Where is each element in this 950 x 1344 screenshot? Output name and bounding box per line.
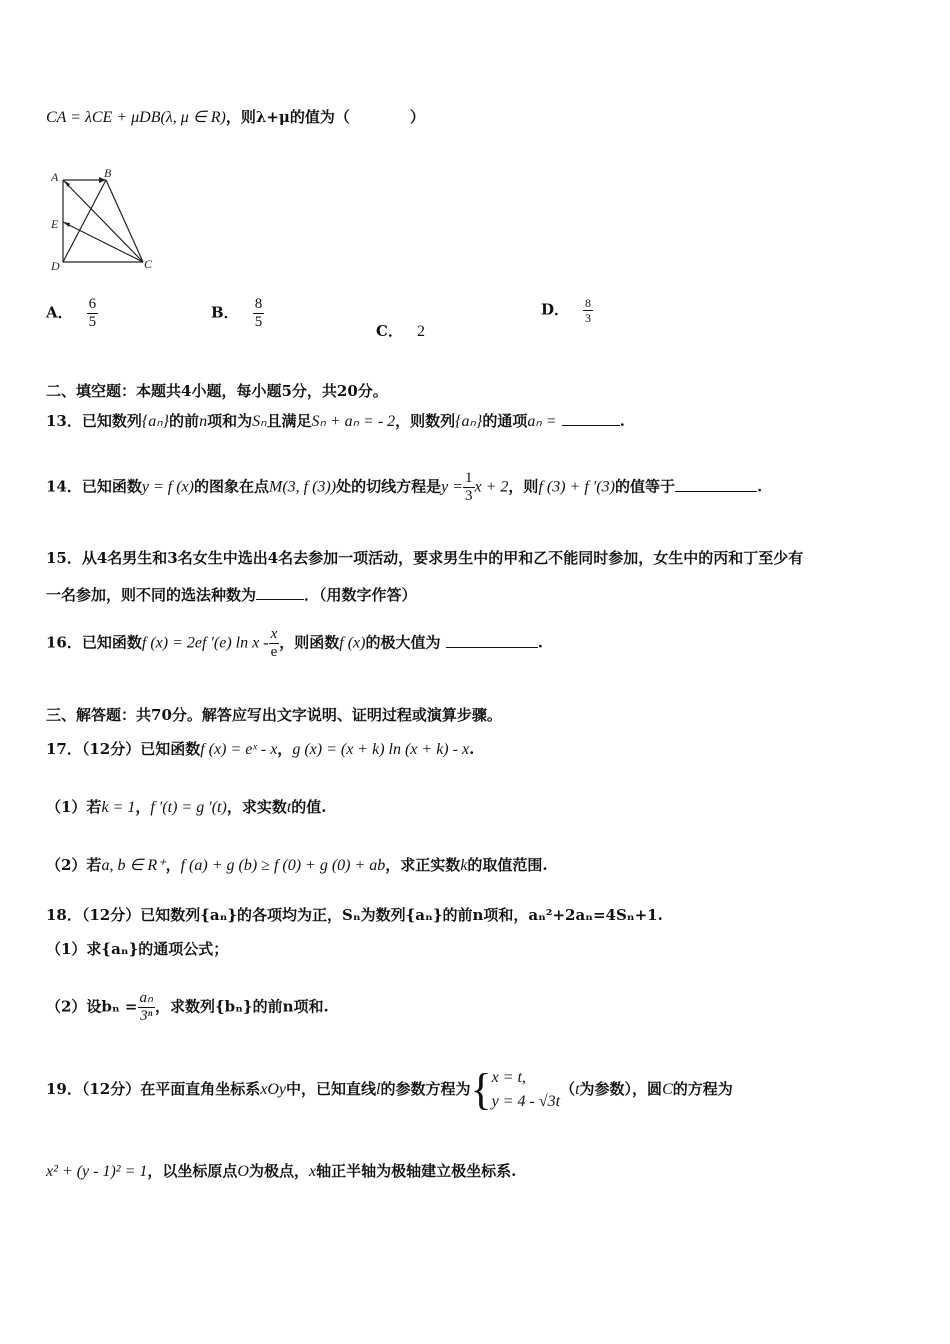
edge-BC [106, 180, 143, 262]
point-label-A: A [51, 170, 59, 184]
question-13: 13．已知数列{aₙ}的前n项和为Sₙ且满足Sₙ + aₙ = - 2，则数列{aₙ}的通项aₙ = . [46, 412, 625, 430]
question-16: 16．已知函数f (x) = 2ef ′(e) ln x - $\frac{x}{e}$ ，则函数f (x)的极大值为 . [46, 626, 543, 660]
edge-CA [63, 180, 143, 262]
question-18-part-2: （2）设bₙ = $\frac{\text{aₙ}}{\text{3ⁿ}}$ ，求数列{bₙ}的前n项和. [46, 990, 329, 1024]
point-label-C: C [144, 257, 153, 271]
choice-d[interactable]: D． $\frac{8}{3}$ [541, 296, 592, 325]
section-2-heading: 二、填空题：本题共4小题，每小题5分，共20分。 [46, 382, 388, 400]
choice-b-fraction: $\frac{8}{5}$ [254, 296, 263, 330]
point-label-B: B [104, 166, 112, 180]
choice-b[interactable]: B． $\frac{8}{5}$ [211, 296, 263, 330]
choice-a[interactable]: A． $\frac{6}{5}$ [46, 296, 97, 330]
edge-DB [63, 180, 106, 262]
edge-CE [63, 222, 143, 262]
question-15-line-1: 15．从4名男生和3名女生中选出4名去参加一项活动，要求男生中的甲和乙不能同时参加，女生中的丙和丁至少有 [46, 549, 804, 567]
q12-figure [46, 166, 161, 276]
question-17-part-2: （2）若a, b ∈ R⁺，f (a) + g (b) ≥ f (0) + g (0) + ab，求正实数k的取值范围. [46, 856, 548, 874]
q14-answer-blank[interactable] [675, 477, 757, 492]
q15-answer-blank[interactable] [256, 585, 304, 600]
question-19: 19．（12分）在平面直角坐标系xOy中，已知直线l的参数方程为{ x = t, y = 4 - √3t （t为参数），圆C的方程为 [46, 1065, 733, 1114]
choice-d-fraction: $\frac{8}{3}$ [585, 296, 592, 325]
q12-vector-expression: CA = λCE + μDB(λ, μ ∈ R) [46, 109, 226, 126]
q16-fraction: $\frac{x}{e}$ [270, 626, 278, 660]
point-label-E: E [51, 217, 59, 231]
question-19-line-2: x² + (y - 1)² = 1，以坐标原点O为极点，x轴正半轴为极轴建立极坐标系. [46, 1162, 517, 1180]
q14-slope-fraction: $\frac{1}{3}$ [465, 470, 473, 504]
point-label-D: D [51, 259, 60, 273]
question-15-line-2: 一名参加，则不同的选法种数为 ．（用数字作答） [46, 586, 417, 604]
q18-fraction: $\frac{\text{aₙ}}{\text{3ⁿ}}$ [139, 990, 153, 1024]
question-18-part-1: （1）求{aₙ}的通项公式； [46, 940, 229, 958]
question-17-part-1: （1）若k = 1，f ′(t) = g ′(t)，求实数t的值. [46, 798, 327, 816]
question-14: 14．已知函数y = f (x)的图象在点M(3, f (3))处的切线方程是y = $\frac{1}{3}$ x + 2，则f (3) + f ′(3)的值等于 . [46, 470, 763, 504]
section-3-heading: 三、解答题：共70分。解答应写出文字说明、证明过程或演算步骤。 [46, 706, 502, 724]
question-18: 18．（12分）已知数列{aₙ}的各项均为正，Sₙ为数列{aₙ}的前n项和，aₙ²+2aₙ=4Sₙ+1. [46, 906, 663, 924]
choice-c[interactable]: C． 2 [376, 322, 425, 340]
q13-answer-blank[interactable] [562, 411, 620, 426]
q16-answer-blank[interactable] [446, 633, 538, 648]
q19-parametric-system: { x = t, y = 4 - √3t [470, 1065, 561, 1114]
q12-stem: CA = λCE + μDB(λ, μ ∈ R)，则λ+μ的值为（ ） [46, 108, 425, 126]
choice-a-fraction: $\frac{6}{5}$ [88, 296, 97, 330]
question-17: 17．（12分）已知函数f (x) = eˣ - x，g (x) = (x + k) ln (x + k) - x. [46, 740, 475, 758]
